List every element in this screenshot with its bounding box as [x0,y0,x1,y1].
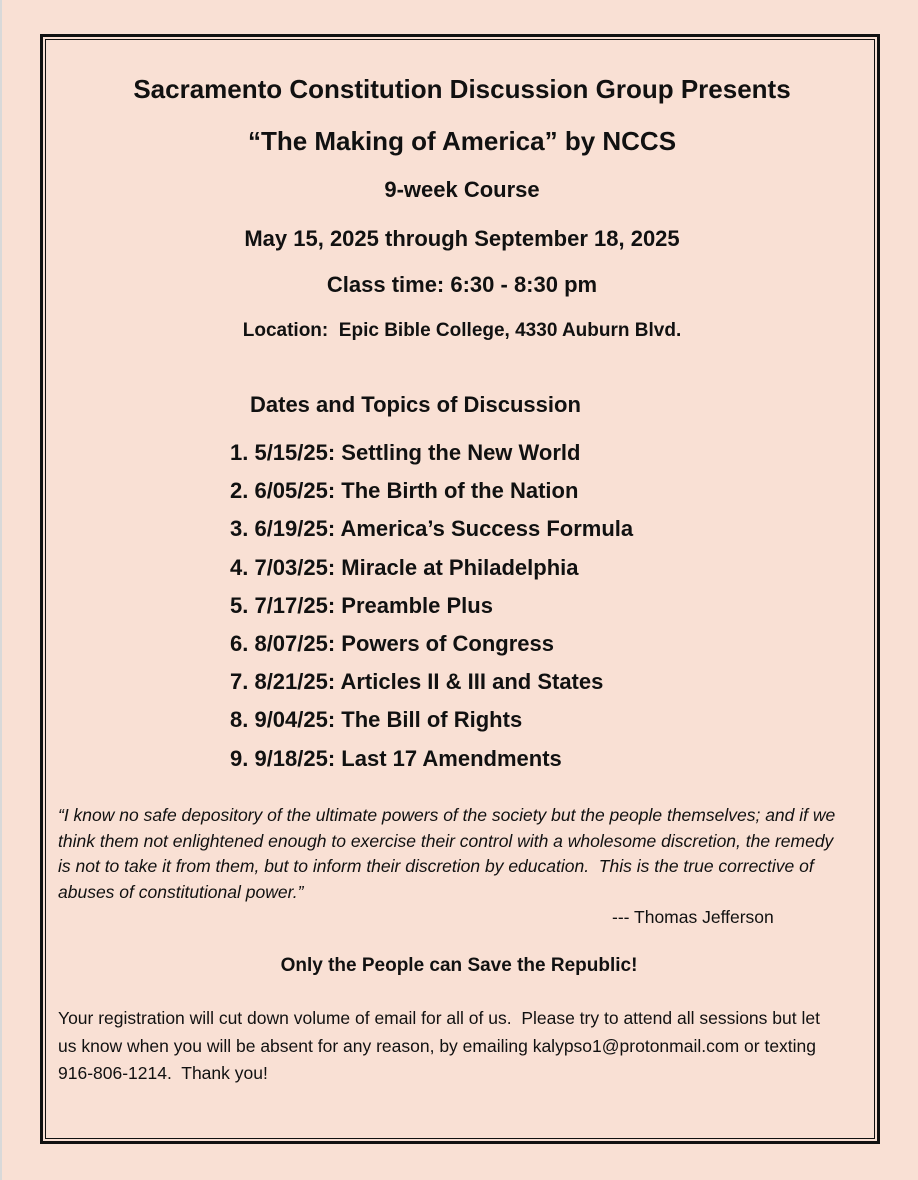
topic-item: 5. 7/17/25: Preamble Plus [230,592,493,618]
course-dates: May 15, 2025 through September 18, 2025 [244,226,680,251]
class-time: Class time: 6:30 - 8:30 pm [326,272,598,297]
flyer-subtitle: “The Making of America” by NCCS [247,126,677,156]
topic-item: 9. 9/18/25: Last 17 Amendments [230,745,562,771]
location: Location: Epic Bible College, 4330 Auburn Blvd. [242,320,682,341]
course-length: 9-week Course [384,177,540,202]
topic-item: 2. 6/05/25: The Birth of the Nation [230,478,579,504]
topic-item: 3. 6/19/25: America’s Success Formula [230,516,634,542]
topic-item: 8. 9/04/25: The Bill of Rights [230,707,523,733]
page-edge [0,0,2,1180]
topic-item: 6. 8/07/25: Powers of Congress [230,630,555,656]
topic-item: 4. 7/03/25: Miracle at Philadelphia [230,554,579,580]
topic-item: 1. 5/15/25: Settling the New World [230,440,581,465]
jefferson-quote: “I know no safe depository of the ultimate powers of the society but the people themselves; and if we think them not enlightened enough to exercise their control with a wholesome discretion, the remedy is not to take it from them, but to inform their discretion by education. This is the true corrective of abuses of constitutional power.” [58,805,841,902]
topics-list [230,436,633,780]
flyer-title: Sacramento Constitution Discussion Group Presents [133,74,791,104]
topic-item: 7. 8/21/25: Articles II & III and States [230,669,604,695]
topics-heading: Dates and Topics of Discussion [250,392,581,417]
slogan: Only the People can Save the Republic! [280,955,638,976]
quote-attribution: --- Thomas Jefferson [612,907,774,927]
registration-note: Your registration will cut down volume of email for all of us. Please try to attend all sessions but let us know when you will be absent for any reason, by emailing kalypso1@protonmail.com or texting 916-806-1214. Thank you! [58,1008,825,1083]
